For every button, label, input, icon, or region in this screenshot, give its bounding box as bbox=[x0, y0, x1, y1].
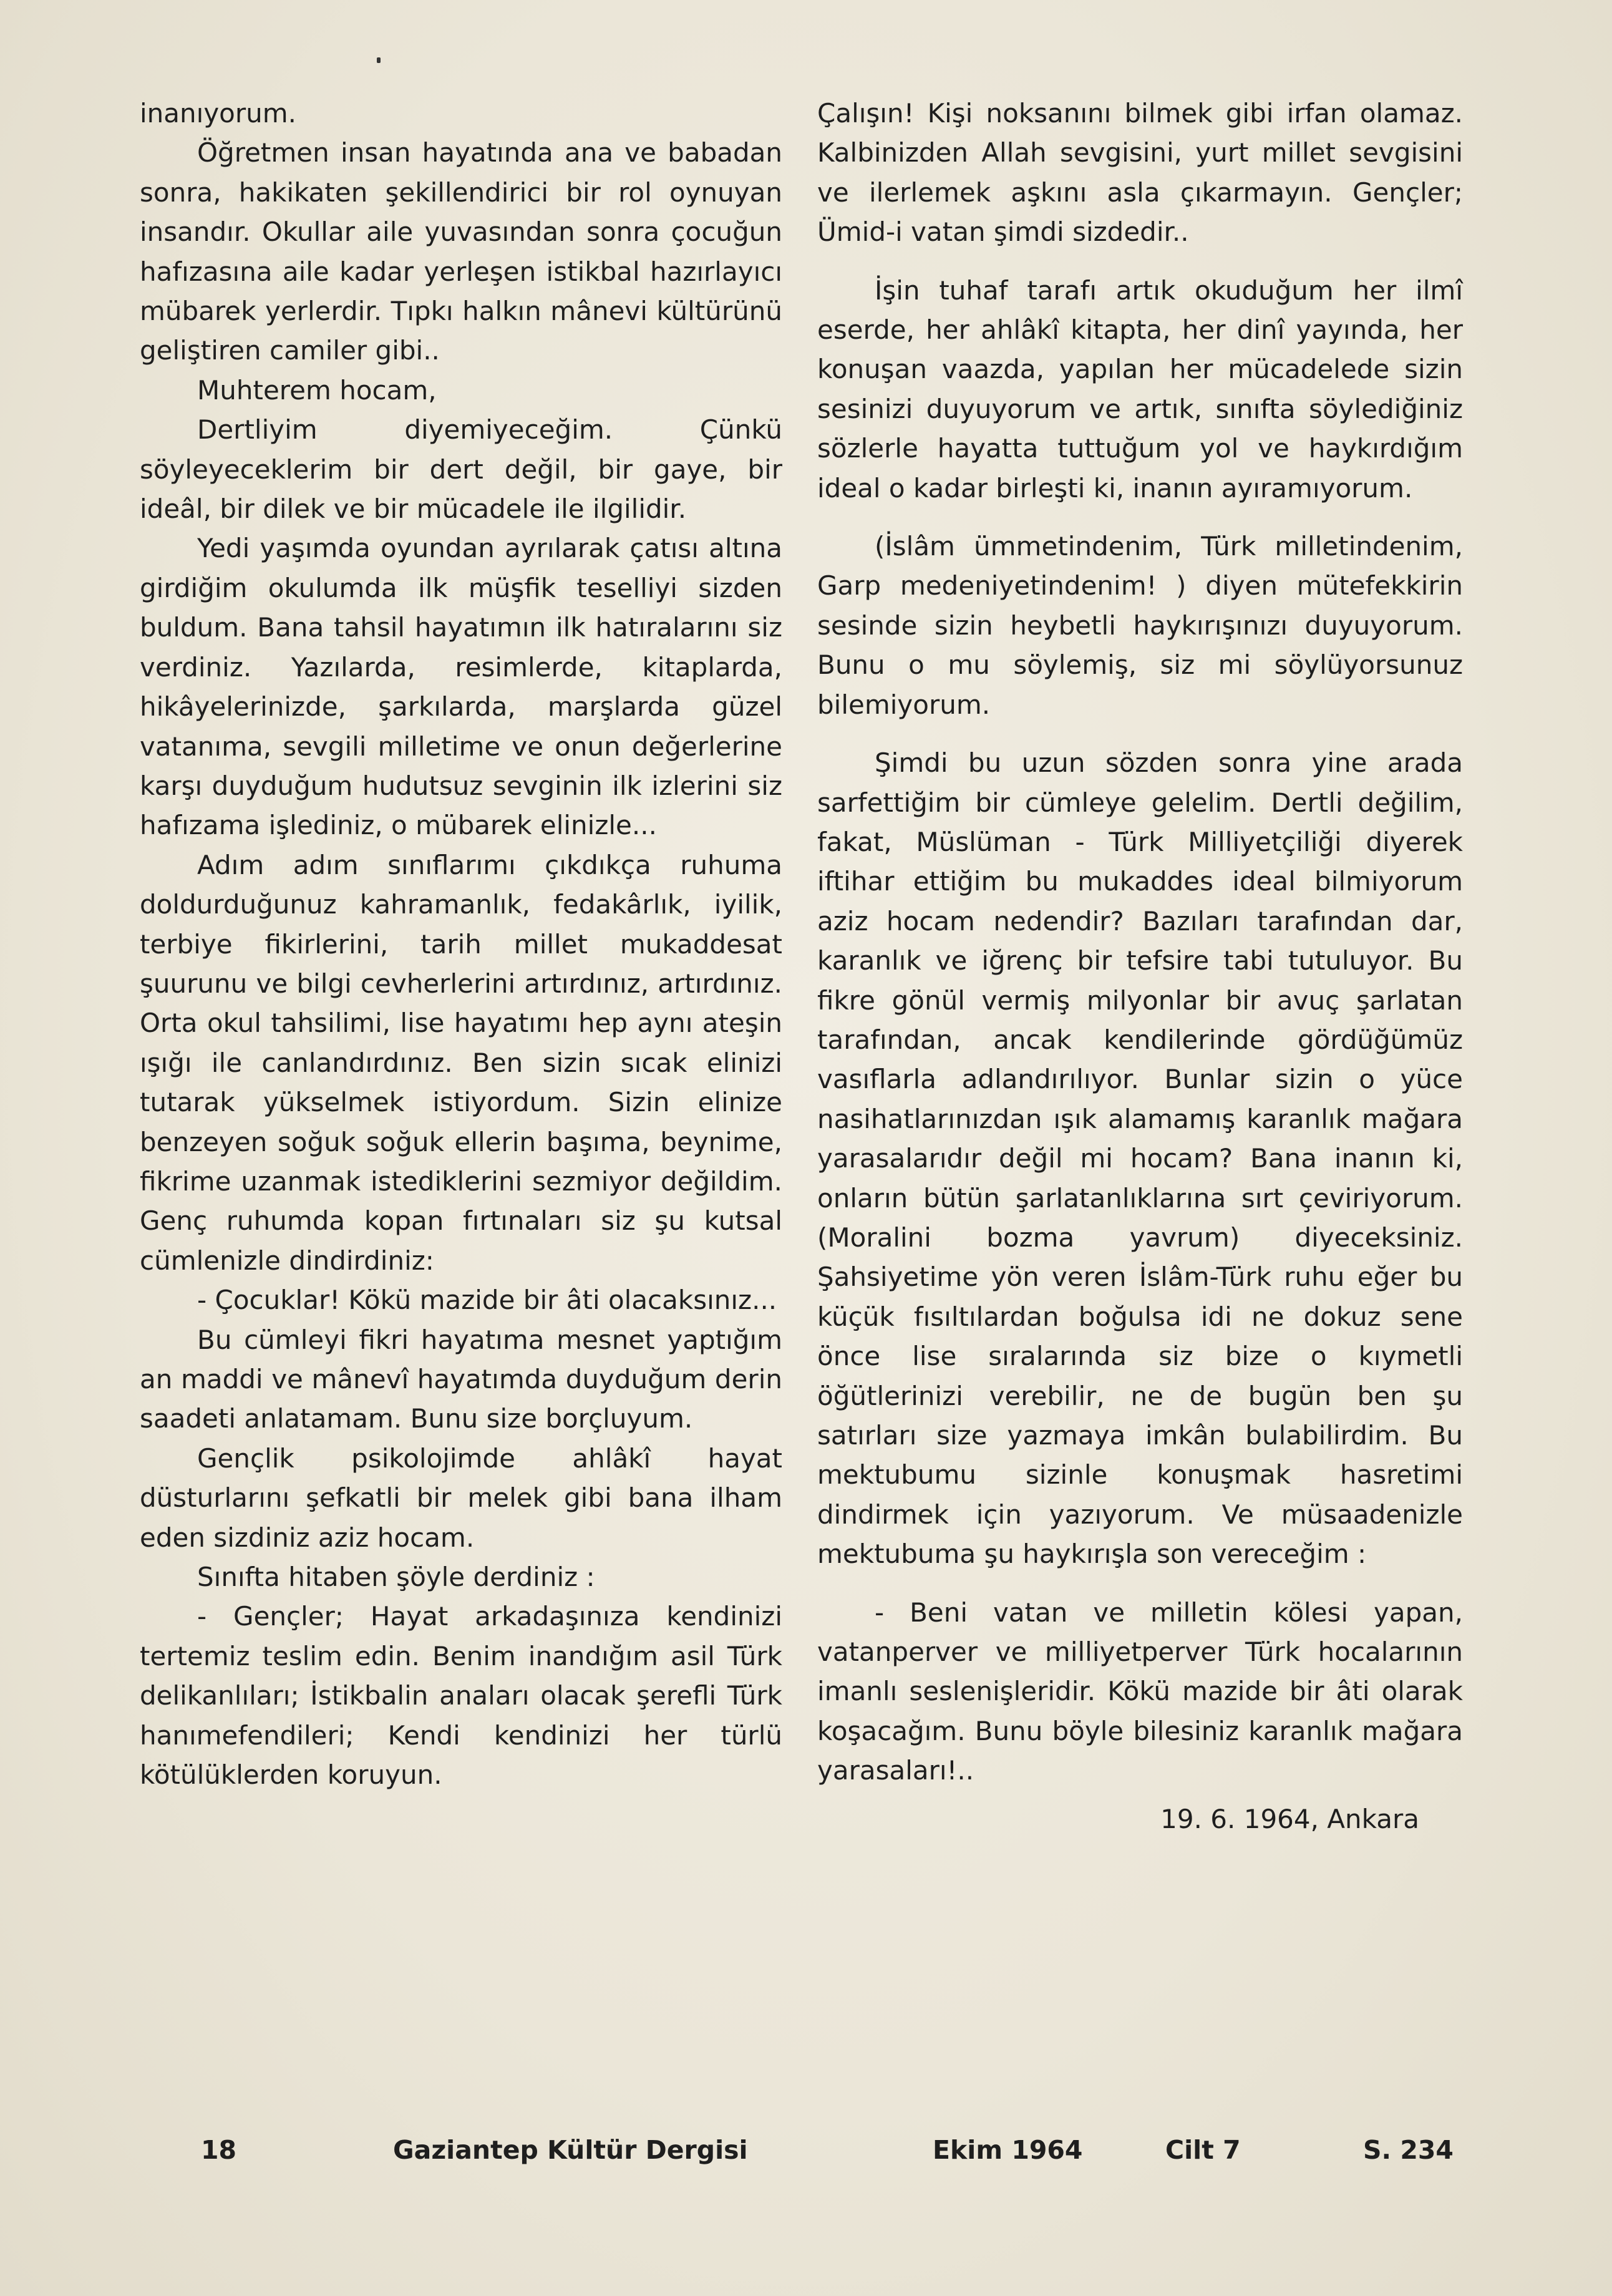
footer-page-number: 18 bbox=[201, 2135, 237, 2165]
ink-speck bbox=[377, 57, 381, 63]
footer-volume: Cilt 7 bbox=[1165, 2135, 1241, 2165]
signature-date: 19. 6. 1964, Ankara bbox=[1160, 1803, 1419, 1834]
paragraph: Yedi yaşımda oyundan ayrılarak çatısı altına girdiğim okulumda ilk müşfik teselliyi sizden buldum. Bana tahsil hayatımın ilk hatıralarını siz verdiniz. Yazılarda, resimlerde, kitaplarda, hikâyelerinizde, şarkılarda, marşlarda güzel vatanıma, sevgili milletime ve onun değerlerine karşı duyduğum hudutsuz sevginin ilk izlerini siz hafızama işlediniz, o mübarek elinizle... bbox=[140, 533, 782, 841]
paragraph: Bu cümleyi fikri hayatıma mesnet yaptığım an maddi ve mânevî hayatımda duyduğum derin saadeti anlatamam. Bunu size borçluyum. bbox=[140, 1324, 782, 1434]
right-column bbox=[817, 94, 1463, 1839]
paragraph: Adım adım sınıflarımı çıkdıkça ruhuma doldurduğunuz kahramanlık, fedakârlık, iyilik, terbiye fikirlerini, tarih millet mukaddesat şuurunu ve bilgi cevherlerini artırdınız, artırdınız. Orta okul tahsilimi, lise hayatımı hep aynı ateşin ışığı ile canlandırdınız. Ben sizin sıcak elinizi tutarak yükselmek istiyordum. Sizin elinize benzeyen soğuk soğuk ellerin başıma, beynime, fikrime uzanmak istediklerini sezmiyor değildim. Genç ruhumda kopan fırtınaları siz şu kutsal cümlenizle dindirdiniz: bbox=[140, 849, 782, 1276]
footer-issue: S. 234 bbox=[1363, 2135, 1454, 2165]
quote-paragraph: - Beni vatan ve milletin kölesi yapan, vatanperver ve milliyetperver Türk hocalarının imanlı seslenişleridir. Kökü mazide bir âti olarak koşacağım. Bunu böyle bilesiniz karanlık mağara yarasaları!.. bbox=[817, 1597, 1463, 1786]
footer-date: Ekim 1964 bbox=[933, 2135, 1083, 2165]
paragraph: Sınıfta hitaben şöyle derdiniz : bbox=[197, 1562, 595, 1593]
footer-magazine-title: Gaziantep Kültür Dergisi bbox=[393, 2135, 748, 2165]
quote-paragraph: - Çocuklar! Kökü mazide bir âti olacaksınız... bbox=[197, 1285, 777, 1316]
paragraph: Gençlik psikolojimde ahlâkî hayat düsturlarını şefkatli bir melek gibi bana ilham eden sizdiniz aziz hocam. bbox=[140, 1442, 782, 1553]
paragraph: Şimdi bu uzun sözden sonra yine arada sarfettiğim bir cümleye gelelim. Dertli değilim, fakat, Müslüman - Türk Milliyetçiliği diyerek iftihar ettiğim bu mukaddes ideal bilmiyorum aziz hocam nedendir? Bazıları tarafından dar, karanlık ve iğrenç bir tefsire tabi tutuluyor. Bu fikre gönül vermiş milyonlar bir avuç şarlatan tarafından, ancak kendilerinde gördüğümüz vasıflarla adlandırılıyor. Bunlar sizin o yüce nasihatlarınızdan ışık alamamış karanlık mağara yarasalarıdır değil mi hocam? Bana inanın ki, onların bütün şarlatanlıklarına sırt çeviriyorum. (Moralini bozma yavrum) diyeceksiniz. Şahsiyetime yön veren İslâm-Türk ruhu eğer bu küçük fısıltılardan boğulsa idi ne dokuz sene önce lise sıralarında siz bize o kıymetli öğütlerinizi verebilir, ne de bugün ben şu satırları size yazmaya imkân bulabilirdim. Bu mektubumu sizinle konuşmak hasretimi dindirmek için yazıyorum. Ve müsaadenizle mektubuma şu haykırışla son vereceğim : bbox=[817, 747, 1463, 1570]
paragraph: İşin tuhaf tarafı artık okuduğum her ilmî eserde, her ahlâkî kitapta, her dinî yayında, her konuşan vaazda, yapılan her mücadelede sizin sesinizi duyuyorum ve artık, sınıfta söylediğiniz sözlerle hayatta tuttuğum yol ve haykırdığım ideal o kadar birleşti ki, inanın ayıramıyorum. bbox=[817, 275, 1463, 503]
paragraph: Öğretmen insan hayatında ana ve babadan sonra, hakikaten şekillendirici bir rol oynuyan insandır. Okullar aile yuvasından sonra çocuğun hafızasına aile kadar yerleşen istikbal hazırlayıcı mübarek yerlerdir. Tıpkı halkın mânevi kültürünü geliştiren camiler gibi.. bbox=[140, 137, 782, 366]
salutation: Muhterem hocam, bbox=[197, 374, 437, 406]
left-column bbox=[140, 94, 782, 1794]
paragraph: (İslâm ümmetindenim, Türk milletindenim, Garp medeniyetindenim! ) diyen mütefekkirin sesinde sizin heybetli haykırışınızı duyuyorum. Bunu o mu söylemiş, siz mi söylüyorsunuz bilemiyorum. bbox=[817, 531, 1463, 720]
paragraph: inanıyorum. bbox=[140, 98, 297, 129]
quote-paragraph: - Gençler; Hayat arkadaşınıza kendinizi tertemiz teslim edin. Benim inandığım asil Türk delikanlıları; İstikbalin anaları olacak şerefli Türk hanımefendileri; Kendi kendinizi her türlü kötülüklerden koruyun. bbox=[140, 1601, 782, 1791]
paragraph: Çalışın! Kişi noksanını bilmek gibi irfan olamaz. Kalbinizden Allah sevgisini, yurt millet sevgisini ve ilerlemek aşkını asla çıkarmayın. Gençler; Ümid-i vatan şimdi sizdedir.. bbox=[817, 98, 1463, 248]
paragraph: Dertliyim diyemiyeceğim. Çünkü söyleyeceklerim bir dert değil, bir gaye, bir ideâl, bir dilek ve bir mücadele ile ilgilidir. bbox=[140, 414, 782, 525]
